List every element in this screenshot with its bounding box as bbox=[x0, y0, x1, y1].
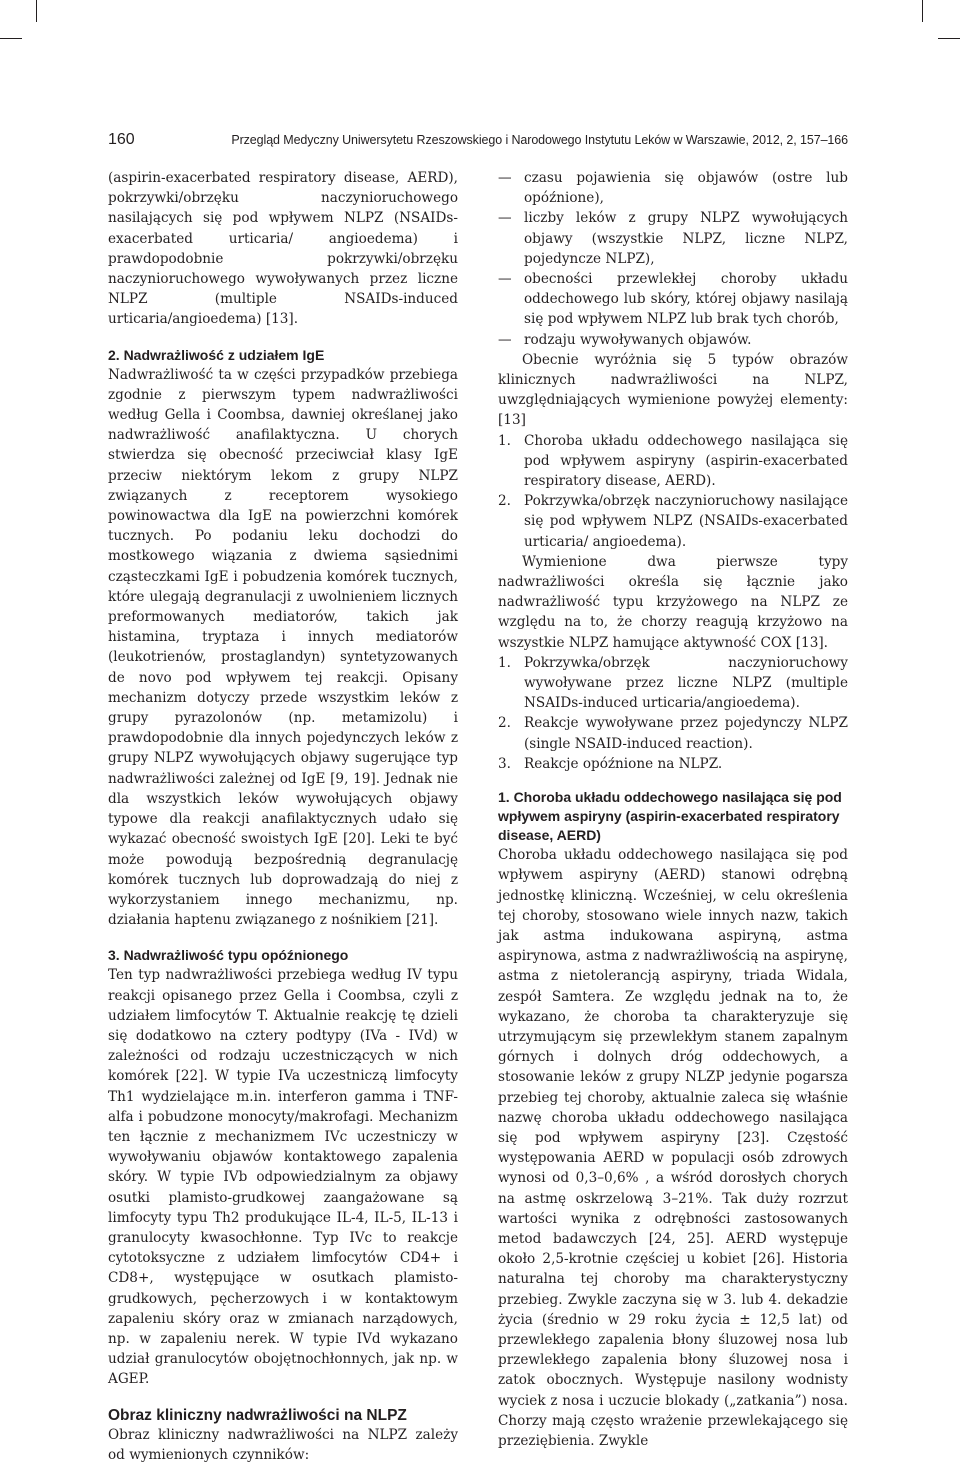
other-type-list bbox=[498, 653, 848, 774]
list-item: — liczby leków z grupy NLPZ wywołujących objawy (wszystkie NLPZ, liczne NLPZ, pojedyncze NLPZ), bbox=[498, 210, 848, 267]
page-number: 160 bbox=[108, 131, 135, 148]
crop-mark bbox=[922, 0, 923, 22]
list-item: — obecności przewlekłej choroby układu oddechowego lub skóry, której objawy nasilają się pod wpływem NLPZ lub brak tych chorób, bbox=[498, 271, 848, 328]
list-item: 1. Choroba układu oddechowego nasilająca się pod wpływem aspiryny (aspirin-exacerbated respiratory disease, AERD). bbox=[498, 432, 848, 490]
clinical-body: Obraz kliniczny nadwrażliwości na NLPZ zależy od wymienionych czynników: bbox=[108, 1426, 458, 1463]
crop-mark bbox=[0, 38, 22, 39]
section-2-heading: 2. Nadwrażliwość z udziałem IgE bbox=[108, 346, 325, 363]
intro-paragraph: (aspirin-exacerbated respiratory disease, AERD), pokrzywki/obrzęku naczynioruchowego nasilających się pod wpływem NLPZ (NSAIDs-exacerbated urticaria/ angioedema) i prawdopodobnie pokrzywki/obrzęku naczynioruchowego wywoływanych przez liczne NLPZ (multiple NSAIDs-induced urticaria/angioedema) [13]. bbox=[108, 170, 458, 328]
list-item: 2. Reakcje wywoływane przez pojedynczy NLPZ (single NSAID-induced reaction). bbox=[498, 715, 848, 752]
crop-mark bbox=[36, 0, 37, 22]
clinical-heading: Obraz kliniczny nadwrażliwości na NLPZ bbox=[108, 1406, 407, 1424]
crop-mark bbox=[938, 38, 960, 39]
section-1-body: Choroba układu oddechowego nasilająca się pod wpływem aspiryny (AERD) stanowi odrębną jednostkę kliniczną. Wcześniej, w celu określenia tej choroby, stosowano wiele innych nazw, takich jak astma indukowana aspiryną, astma aspirynowa, astma z nadwrażliwością na aspirynę, astma z nietolerancją aspiryny, triada Widala, zespół Samtera. Ze względu jednak na to, że wykazano, że choroba ta charakteryzuje się utrzymującym się przewlekłym stanem zapalnym górnych i dolnych dróg oddechowych, a stosowanie leków z grupy NLZP jedynie pogarsza przebieg tej choroby, aktualnie zaleca się właśnie nazwę choroba układu oddechowego nasilająca się pod wpływem aspiryny [23]. Częstość występowania AERD w populacji osób zdrowych wynosi od 0,3–0,6% , a wśród dorosłych chorych na astmę oskrzelową 3–21%. Tak duży rozrzut wartości wynika z odrębności zastosowanych metod badawczych [24, 25]. AERD występuje około 2,5-krotnie częściej u kobiet [26]. Historia naturalna tej choroby ma charakterystyczny przebieg. Zwykle zaczyna się w 3. lub 4. dekadzie życia (średnio w 29 roku życia ± 12,5 lat) od przewlekłego zapalenia błony śluzowej nosa lub przewlekłego zapalenia błony śluzowej nosa i zatok obocznych. Występuje nasilony wodnisty wyciek z nosa i uczucie blokady („zatkania”) nosa. Chorzy mają często wrażenie przewlekającego się przeziębienia. Zwykle bbox=[498, 847, 848, 1449]
journal-title: Przegląd Medyczny Uniwersytetu Rzeszowskiego i Narodowego Instytutu Leków w Warszawie, 2012, 2, 157–166 bbox=[231, 133, 848, 147]
cross-type-list bbox=[498, 431, 848, 552]
list-item: 2. Pokrzywka/obrzęk naczynioruchowy nasilające się pod wpływem NLPZ (NSAIDs-exacerbated urticaria/ angioedema). bbox=[498, 493, 848, 550]
factor-list bbox=[498, 168, 848, 350]
types-paragraph: Obecnie wyróżnia się 5 typów obrazów klinicznych nadwrażliwości na NLPZ, uwzględniających wymienione powyżej elementy: [13] bbox=[498, 351, 848, 429]
list-item: — czasu pojawienia się objawów (ostre lub opóźnione), bbox=[498, 170, 848, 207]
right-column bbox=[498, 168, 848, 1451]
left-column bbox=[108, 168, 458, 1465]
section-3-heading: 3. Nadwrażliwość typu opóźnionego bbox=[108, 947, 349, 964]
cross-reactivity-paragraph: Wymienione dwa pierwsze typy nadwrażliwości określa się łącznie jako nadwrażliwość typu krzyżowego na NLPZ ze względu na to, że chorzy reagują krzyżowo na wszystkie NLPZ hamujące aktywność COX [13]. bbox=[498, 553, 848, 651]
list-item: 3. Reakcje opóźnione na NLPZ. bbox=[498, 755, 723, 772]
list-item: — rodzaju wywoływanych objawów. bbox=[498, 331, 752, 348]
section-1-heading: 1. Choroba układu oddechowego nasilająca się pod wpływem aspiryny (aspirin-exacerbated respiratory disease, AERD) bbox=[498, 789, 842, 844]
section-2-body: Nadwrażliwość ta w części przypadków przebiega zgodnie z pierwszym typem nadwrażliwości według Gella i Coombsa, dawniej określanej jako nadwrażliwość anafilaktyczna. U chorych stwierdza się obecność przeciwciał klasy IgE przeciw niektórym lekom z grupy NLPZ związanych z receptorem wysokiego powinowactwa dla IgE na powierzchni komórek tucznych. Po podaniu leku dochodzi do mostkowego wiązania z dwiema sąsiednimi cząsteczkami IgE i pobudzenia komórek tucznych, które ulegają degranulacji z uwolnieniem licznych preformowanych mediatorów, takich jak histamina, tryptaza i innych mediatorów (leukotrienów, prostaglandyn) syntetyzowanych de novo pod wpływem tej reakcji. Opisany mechanizm dotyczy przede wszystkim leków z grupy pyrazolonów (np. metamizolu) i prawdopodobnie dla innych pojedynczych leków z grupy NLPZ wywołujących objawy sugerujące typ nadwrażliwości zależnej od IgE [9, 19]. Jednak nie dla wszystkich leków wywołujących objawy typowe dla reakcji anafilaktycznych udało się wykazać obecność swoistych IgE [20]. Leki te być może powodują bezpośrednią degranulację komórek tucznych lub doprowadzają do niej z wykorzystaniem innego mechanizmu, np. działania haptenu związanego z nośnikiem [21]. bbox=[108, 366, 458, 929]
list-item: 1. Pokrzywka/obrzęk naczynioruchowy wywoływane przez liczne NLPZ (multiple NSAIDs-induced urticaria/angioedema). bbox=[498, 654, 848, 712]
section-3-body: Ten typ nadwrażliwości przebiega według IV typu reakcji opisanego przez Gella i Coombsa, czyli z udziałem limfocytów T. Aktualnie reakcję tę dzieli się dodatkowo na cztery podtypy (IVa - IVd) w zależności od rodzaju uczestniczących w nich komórek [22]. W typie IVa uczestniczą limfocyty Th1 wydzielające m.in. interferon gamma i TNF-alfa i pobudzone monocyty/makrofagi. Mechanizm ten łącznie z mechanizmem IVc uczestniczy w wywoływaniu objawów kontaktowego zapalenia skóry. W typie IVb odpowiedzialnym za objawy osutki plamisto-grudkowej zaangażowane są limfocyty typu Th2 produkujące IL-4, IL-5, IL-13 i granulocyty kwasochłonne. Typ IVc to reakcje cytotoksyczne z udziałem limfocytów CD4+ i CD8+, występujące w osutkach plamisto-grudkowych, pęcherzowych i w kontaktowym zapaleniu skóry oraz w zmianach narządowych, np. w zapaleniu nerek. W typie IVd wykazano udział granulocytów obojętnochłonnych, jak np. w AGEP. bbox=[108, 967, 458, 1388]
